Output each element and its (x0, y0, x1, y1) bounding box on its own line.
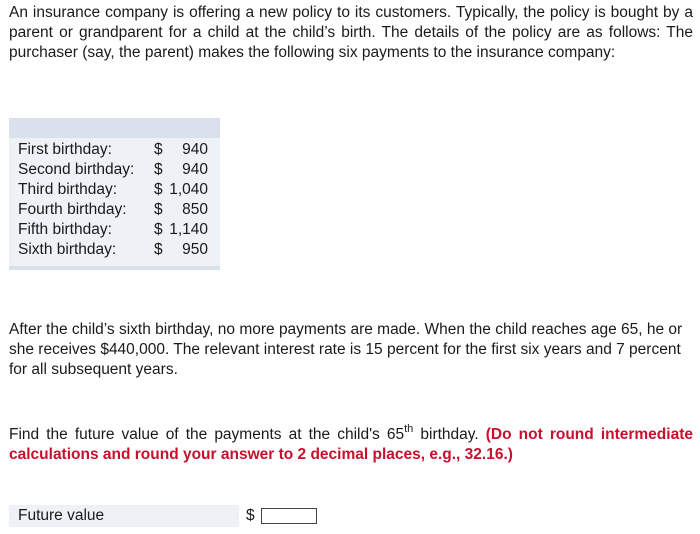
payment-amount: 940 (182, 141, 208, 158)
payment-amount: 850 (182, 201, 208, 218)
payment-table (9, 118, 220, 270)
payment-amount: 940 (182, 161, 208, 178)
problem-details: After the child’s sixth birthday, no more payments are made. When the child reaches age 65, he or she receives $440,000. The relevant interest rate is 15 percent for the first six years and 7 percent for all subsequent years. (9, 321, 683, 378)
currency-symbol: $ (154, 241, 163, 258)
table-row (9, 240, 220, 260)
table-row (9, 220, 220, 240)
table-row (9, 200, 220, 220)
rounding-instruction: (Do not round intermediate calculations and round your answer to 2 decimal places, e.g., 32.16.) (9, 426, 693, 463)
payment-amount: 1,040 (169, 181, 208, 198)
ordinal-suffix: th (404, 422, 414, 435)
problem-intro: An insurance company is offering a new policy to its customers. Typically, the policy is bought by a parent or grandparent for a child at the child’s birth. The details of the policy are as follows: The purchaser (say, the parent) makes the following six payments to the insurance company: (9, 4, 693, 61)
answer-currency-symbol: $ (246, 507, 255, 524)
question-prefix: Find the future value of the payments at the child's 65 (9, 426, 405, 443)
question-text (9, 422, 693, 465)
payment-rows (9, 138, 220, 266)
currency-symbol: $ (154, 221, 163, 238)
payment-label: First birthday: (18, 141, 112, 158)
answer-row (9, 505, 319, 527)
table-footer-band (9, 266, 220, 270)
payment-label: Fifth birthday: (18, 221, 112, 238)
future-value-input[interactable] (261, 508, 317, 524)
table-row (9, 160, 220, 180)
future-value-label: Future value (9, 505, 239, 527)
payment-label: Fourth birthday: (18, 201, 127, 218)
currency-symbol: $ (154, 201, 163, 218)
payment-amount: 950 (182, 241, 208, 258)
currency-symbol: $ (154, 141, 163, 158)
currency-symbol: $ (154, 161, 163, 178)
table-header-band (9, 118, 220, 138)
payment-label: Second birthday: (18, 161, 135, 178)
payment-label: Third birthday: (18, 181, 118, 198)
table-row (9, 140, 220, 160)
payment-amount: 1,140 (169, 221, 208, 238)
payment-label: Sixth birthday: (18, 241, 117, 258)
currency-symbol: $ (154, 181, 163, 198)
question-suffix: birthday. (413, 426, 486, 443)
table-row (9, 180, 220, 200)
